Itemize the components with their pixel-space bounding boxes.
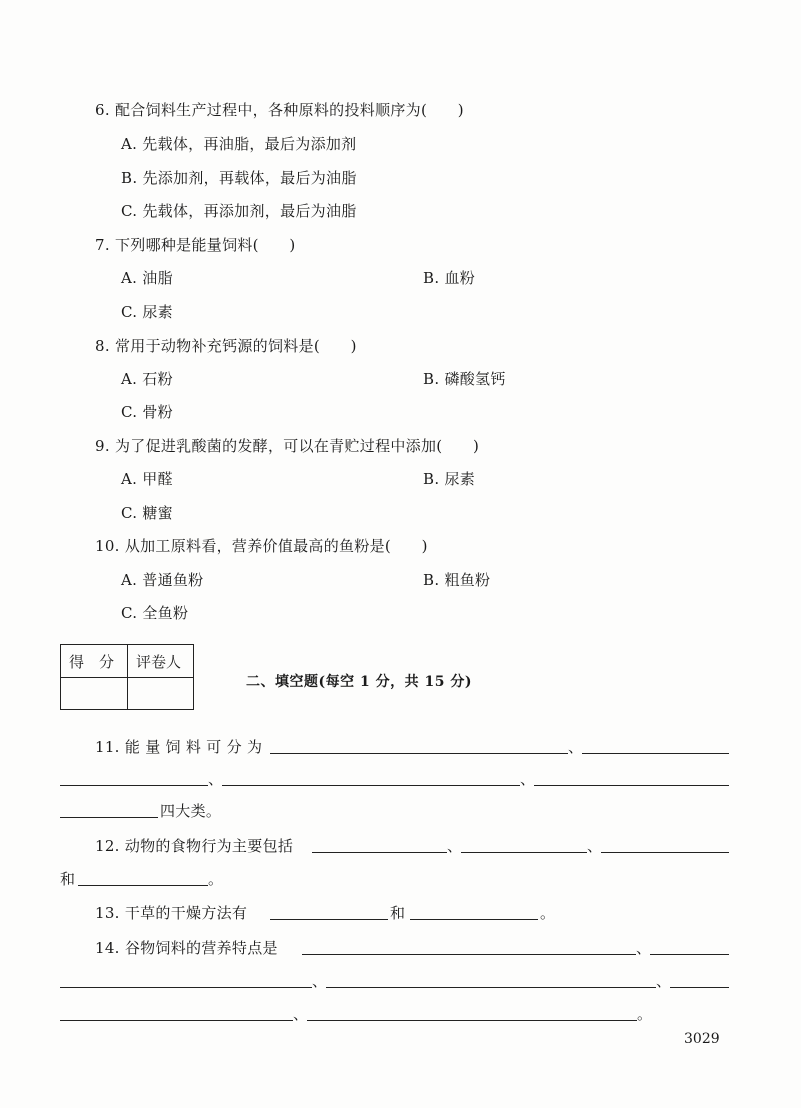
q14-end: 。: [637, 1005, 653, 1023]
q14-blank-1: [302, 954, 636, 955]
score-table: [60, 644, 194, 710]
question-6-stem: 6. 配合饲料生产过程中，各种原料的投料顺序为( ): [95, 101, 464, 119]
question-7-option-b: B. 血粉: [423, 269, 476, 287]
q11-sep-3: 、: [520, 770, 536, 788]
q14-blank-4-cont: [60, 1020, 293, 1021]
q13-end: 。: [540, 904, 556, 922]
q13-blank-1: [270, 919, 388, 920]
question-7-option-c: C. 尿素: [121, 303, 173, 321]
q12-and: 和: [60, 870, 76, 888]
question-8-option-b: B. 磷酸氢钙: [423, 370, 506, 388]
question-6-option-a: A. 先载体，再油脂，最后为添加剂: [121, 135, 357, 153]
q13-blank-2: [410, 919, 538, 920]
q11-sep-1: 、: [568, 738, 584, 756]
question-6-option-b: B. 先添加剂，再载体，最后为油脂: [121, 169, 357, 187]
question-7-option-a: A. 油脂: [121, 269, 173, 287]
page-number: 3029: [684, 1031, 720, 1047]
q11-blank-2: [582, 753, 729, 754]
q12-sep-1: 、: [447, 837, 463, 855]
question-10-option-a: A. 普通鱼粉: [121, 571, 204, 589]
q11-blank-3: [222, 785, 520, 786]
question-7-stem: 7. 下列哪种是能量饲料( ): [95, 236, 296, 254]
q14-sep-1: 、: [636, 939, 652, 957]
q12-blank-1: [312, 852, 447, 853]
score-label: 得 分: [69, 653, 115, 671]
question-9-stem: 9. 为了促进乳酸菌的发酵，可以在青贮过程中添加( ): [95, 437, 480, 455]
q12-blank-4: [78, 885, 208, 886]
question-8-option-c: C. 骨粉: [121, 403, 173, 421]
q14-blank-2: [650, 954, 729, 955]
q11-blank-4-cont: [60, 817, 158, 818]
q14-sep-2: 、: [312, 972, 328, 990]
question-11-suffix: 四大类。: [160, 802, 222, 820]
question-10-stem: 10. 从加工原料看，营养价值最高的鱼粉是( ): [95, 537, 428, 555]
question-10-option-c: C. 全鱼粉: [121, 604, 189, 622]
question-13-prefix: 13. 干草的干燥方法有: [95, 904, 248, 922]
q12-sep-2: 、: [587, 837, 603, 855]
question-10-option-b: B. 粗鱼粉: [423, 571, 491, 589]
question-9-option-a: A. 甲醛: [121, 470, 173, 488]
question-8-option-a: A. 石粉: [121, 370, 173, 388]
q14-blank-2-cont: [60, 987, 312, 988]
q14-blank-4: [670, 987, 729, 988]
section-2-title: 二、填空题(每空 1 分，共 15 分): [246, 674, 472, 690]
question-11-prefix: 11. 能 量 饲 料 可 分 为: [95, 738, 263, 756]
question-14-prefix: 14. 谷物饲料的营养特点是: [95, 939, 278, 957]
grader-label: 评卷人: [136, 653, 182, 671]
q11-blank-1: [270, 753, 568, 754]
q11-blank-2-cont: [60, 785, 208, 786]
question-9-option-c: C. 糖蜜: [121, 504, 173, 522]
question-8-stem: 8. 常用于动物补充钙源的饲料是( ): [95, 337, 357, 355]
q13-and: 和: [390, 904, 406, 922]
question-12-prefix: 12. 动物的食物行为主要包括: [95, 837, 294, 855]
q14-sep-3: 、: [656, 972, 672, 990]
question-6-option-c: C. 先载体，再添加剂，最后为油脂: [121, 202, 357, 220]
q14-blank-3: [326, 987, 656, 988]
q12-blank-3: [601, 852, 729, 853]
q12-end: 。: [208, 870, 224, 888]
q14-blank-5: [307, 1020, 637, 1021]
q12-blank-2: [461, 852, 587, 853]
score-table-divider-horizontal: [61, 677, 193, 678]
q11-blank-4: [534, 785, 729, 786]
q11-sep-2: 、: [208, 770, 224, 788]
question-9-option-b: B. 尿素: [423, 470, 476, 488]
q14-sep-4: 、: [293, 1005, 309, 1023]
